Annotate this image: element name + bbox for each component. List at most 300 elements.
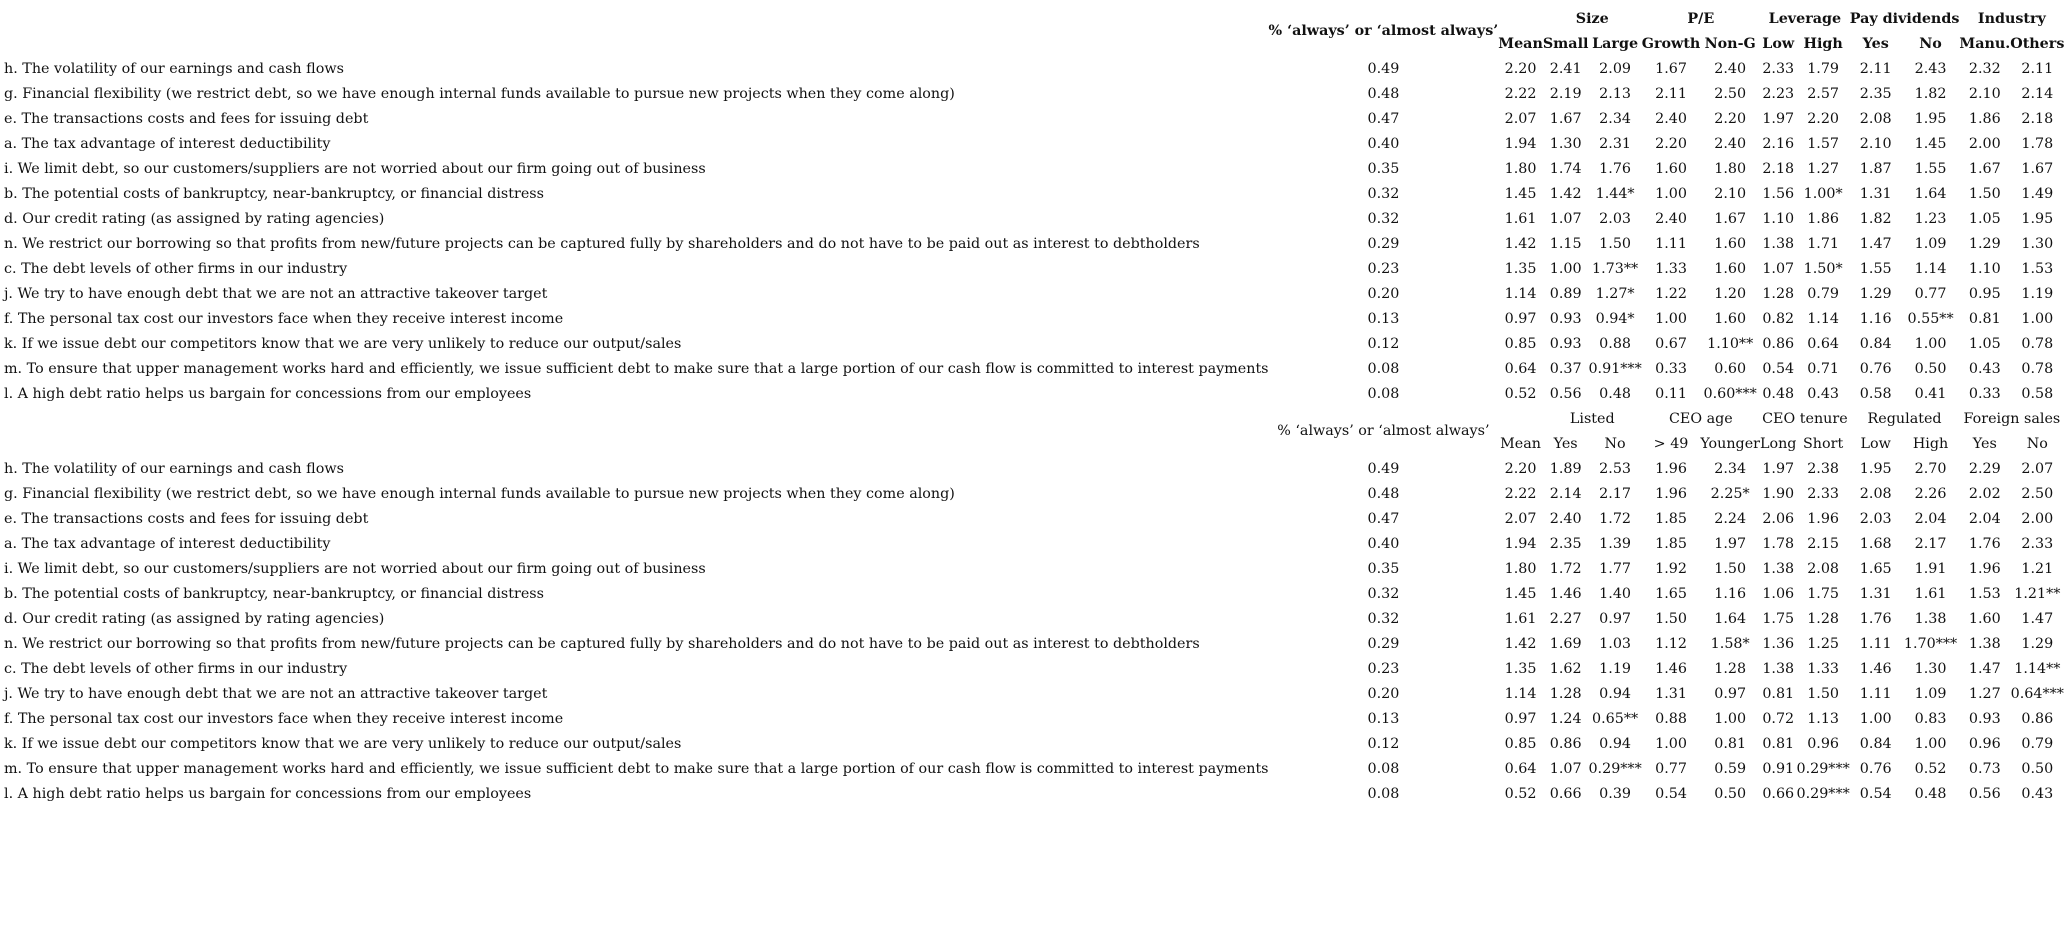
- subgroup-value: 0.84: [1859, 335, 1892, 352]
- subgroup-value: 0.88: [1599, 335, 1632, 352]
- row-label: g. Financial flexibility (we restrict debt, so we have enough internal funds available to pursue new projects when they come along): [4, 85, 955, 102]
- subgroup-value: 1.60: [1968, 610, 2001, 627]
- subgroup-value: 1.03: [1599, 635, 1632, 652]
- subgroup-value: 1.30: [2021, 235, 2054, 252]
- subgroup-value: 0.60***: [1703, 385, 1757, 402]
- subgroup-value: 1.97: [1762, 460, 1795, 477]
- subgroup-value: 1.27: [1968, 685, 2001, 702]
- subgroup-value: 2.04: [1968, 510, 2001, 527]
- mean-value: 0.52: [1504, 785, 1537, 802]
- subgroup-value: 2.03: [1859, 510, 1892, 527]
- pct-value: 0.48: [1367, 485, 1400, 502]
- group-header: Industry: [1977, 10, 2046, 27]
- subgroup-value: 1.64: [1914, 185, 1947, 202]
- subgroup-value: 1.28: [1714, 660, 1747, 677]
- subgroup-value: 2.08: [1859, 110, 1892, 127]
- subgroup-value: 1.12: [1655, 635, 1687, 652]
- mean-value: 1.14: [1504, 685, 1537, 702]
- row-label: b. The potential costs of bankruptcy, near-bankruptcy, or financial distress: [4, 585, 544, 602]
- subgroup-value: 2.00: [2021, 510, 2054, 527]
- subgroup-value: 0.93: [1549, 335, 1582, 352]
- subgroup-value: 0.79: [1807, 285, 1840, 302]
- table-row: [0, 681, 2064, 706]
- subgroup-value: 1.30: [1914, 660, 1947, 677]
- subgroup-value: 0.81: [1968, 310, 2001, 327]
- row-label: l. A high debt ratio helps us bargain for concessions from our employees: [4, 385, 532, 402]
- table-row: [0, 206, 2064, 231]
- subgroup-value: 0.82: [1762, 310, 1795, 327]
- group-header: Regulated: [1867, 410, 1942, 427]
- subgroup-value: 1.60: [1714, 260, 1747, 277]
- row-label: c. The debt levels of other firms in our industry: [4, 260, 348, 277]
- subgroup-value: 1.00: [2021, 310, 2054, 327]
- mean-value: 0.64: [1504, 760, 1537, 777]
- subgroup-header: Low: [1762, 35, 1795, 52]
- subgroup-value: 2.15: [1807, 535, 1840, 552]
- mean-value: 2.22: [1504, 485, 1537, 502]
- pct-value: 0.40: [1367, 535, 1400, 552]
- subgroup-value: 1.72: [1599, 510, 1632, 527]
- row-label: h. The volatility of our earnings and cash flows: [4, 460, 344, 477]
- subgroup-value: 0.29***: [1796, 785, 1850, 802]
- subgroup-header: Others: [2010, 35, 2064, 52]
- subgroup-value: 0.81: [1762, 735, 1795, 752]
- subgroup-value: 0.93: [1968, 710, 2001, 727]
- subgroup-value: 0.48: [1914, 785, 1947, 802]
- pct-value: 0.08: [1367, 785, 1400, 802]
- row-label: g. Financial flexibility (we restrict debt, so we have enough internal funds available to pursue new projects when they come along): [4, 485, 955, 502]
- subgroup-value: 1.85: [1655, 510, 1687, 527]
- table-row: [0, 531, 2064, 556]
- subgroup-value: 1.19: [2021, 285, 2054, 302]
- subgroup-value: 0.83: [1914, 710, 1947, 727]
- subgroup-value: 1.22: [1655, 285, 1687, 302]
- subgroup-value: 1.49: [2021, 185, 2054, 202]
- row-label: j. We try to have enough debt that we are not an attractive takeover target: [4, 685, 548, 702]
- subgroup-value: 1.50: [1599, 235, 1632, 252]
- pct-value: 0.47: [1367, 110, 1400, 127]
- subgroup-value: 0.76: [1859, 360, 1892, 377]
- pct-value: 0.13: [1367, 310, 1400, 327]
- subgroup-value: 2.17: [1914, 535, 1947, 552]
- mean-value: 1.42: [1504, 235, 1537, 252]
- subgroup-value: 2.10: [1968, 85, 2001, 102]
- subgroup-value: 2.11: [1655, 85, 1687, 102]
- subgroup-value: 2.53: [1599, 460, 1632, 477]
- subgroup-value: 1.15: [1549, 235, 1582, 252]
- subgroup-value: 1.57: [1807, 135, 1840, 152]
- subgroup-header: Younger: [1700, 435, 1760, 452]
- subgroup-value: 1.21: [2021, 560, 2054, 577]
- subgroup-value: 1.19: [1599, 660, 1632, 677]
- subgroup-value: 1.09: [1914, 685, 1947, 702]
- pct-column-header: % ‘always’ or ‘almost always’: [1268, 23, 1499, 39]
- subgroup-value: 1.23: [1914, 210, 1947, 227]
- mean-value: 0.52: [1504, 385, 1537, 402]
- subgroup-value: 2.33: [2021, 535, 2054, 552]
- subgroup-value: 1.70***: [1903, 635, 1958, 652]
- subgroup-value: 1.36: [1762, 635, 1795, 652]
- subgroup-value: 1.46: [1859, 660, 1892, 677]
- subgroup-value: 2.40: [1655, 110, 1687, 127]
- subgroup-value: 1.20: [1714, 285, 1747, 302]
- subgroup-value: 1.00: [1914, 335, 1947, 352]
- subgroup-value: 1.05: [1968, 210, 2001, 227]
- subgroup-value: 2.35: [1549, 535, 1582, 552]
- pct-value: 0.29: [1367, 635, 1400, 652]
- subgroup-value: 1.38: [1762, 660, 1795, 677]
- subgroup-value: 2.43: [1914, 60, 1947, 77]
- row-label: i. We limit debt, so our customers/suppliers are not worried about our firm going out of business: [4, 160, 706, 177]
- group-header: CEO age: [1668, 410, 1733, 427]
- subgroup-value: 1.53: [2021, 260, 2054, 277]
- subgroup-value: 1.50*: [1803, 260, 1843, 277]
- table-row: [0, 756, 2064, 781]
- subgroup-value: 2.10: [1859, 135, 1892, 152]
- mean-value: 1.61: [1504, 610, 1537, 627]
- table-row: [0, 706, 2064, 731]
- subgroup-value: 0.65**: [1592, 710, 1639, 727]
- subgroup-value: 1.27: [1807, 160, 1840, 177]
- subgroup-value: 1.78: [1762, 535, 1795, 552]
- subgroup-value: 0.58: [2021, 385, 2054, 402]
- table-row: [0, 556, 2064, 581]
- panel-2-subgroup-header-row: [0, 431, 2064, 456]
- mean-value: 0.85: [1504, 335, 1537, 352]
- panel-2-group-header-row: [0, 406, 2064, 431]
- subgroup-value: 0.64: [1807, 335, 1840, 352]
- subgroup-value: 0.94*: [1595, 310, 1635, 327]
- subgroup-value: 0.86: [1762, 335, 1795, 352]
- subgroup-header: Non-G: [1704, 35, 1756, 52]
- table-row: [0, 581, 2064, 606]
- subgroup-value: 2.40: [1714, 135, 1747, 152]
- subgroup-value: 0.94: [1599, 685, 1632, 702]
- subgroup-value: 0.78: [2021, 360, 2054, 377]
- mean-value: 1.35: [1504, 660, 1537, 677]
- subgroup-value: 1.71: [1807, 235, 1840, 252]
- subgroup-header: Small: [1542, 35, 1589, 52]
- header-blank: [0, 31, 1269, 56]
- pct-value: 0.49: [1367, 460, 1400, 477]
- table-row: [0, 106, 2064, 131]
- subgroup-value: 1.69: [1549, 635, 1582, 652]
- subgroup-value: 0.54: [1655, 785, 1687, 802]
- subgroup-value: 0.81: [1714, 735, 1747, 752]
- subgroup-value: 0.91***: [1588, 360, 1642, 377]
- subgroup-value: 2.03: [1599, 210, 1632, 227]
- subgroup-value: 1.67: [1714, 210, 1747, 227]
- subgroup-value: 0.71: [1807, 360, 1840, 377]
- subgroup-value: 2.70: [1914, 460, 1947, 477]
- header-blank: [0, 6, 1269, 31]
- table-row: [0, 331, 2064, 356]
- row-label: k. If we issue debt our competitors know that we are very unlikely to reduce our output/sales: [4, 335, 682, 352]
- group-header: Size: [1575, 10, 1609, 27]
- subgroup-value: 2.20: [1655, 135, 1687, 152]
- subgroup-value: 1.65: [1655, 585, 1687, 602]
- subgroup-value: 1.47: [1968, 660, 2001, 677]
- table-body: [0, 6, 2064, 806]
- table-row: [0, 231, 2064, 256]
- subgroup-value: 2.23: [1762, 85, 1795, 102]
- table-row: [0, 356, 2064, 381]
- subgroup-value: 0.67: [1655, 335, 1687, 352]
- subgroup-header: No: [2026, 435, 2048, 452]
- subgroup-value: 1.40: [1599, 585, 1632, 602]
- mean-value: 2.20: [1504, 460, 1537, 477]
- subgroup-header: High: [1803, 35, 1843, 52]
- subgroup-value: 0.91: [1762, 760, 1795, 777]
- subgroup-value: 1.33: [1655, 260, 1687, 277]
- pct-value: 0.40: [1367, 135, 1400, 152]
- subgroup-value: 2.06: [1762, 510, 1795, 527]
- group-header: P/E: [1687, 10, 1715, 27]
- subgroup-value: 1.27*: [1595, 285, 1635, 302]
- subgroup-value: 0.77: [1655, 760, 1687, 777]
- pct-value: 0.48: [1367, 85, 1400, 102]
- subgroup-value: 1.42: [1549, 185, 1582, 202]
- subgroup-value: 2.29: [1968, 460, 2001, 477]
- pct-value: 0.23: [1367, 660, 1400, 677]
- mean-value: 1.45: [1504, 585, 1537, 602]
- subgroup-value: 2.14: [1549, 485, 1582, 502]
- mean-value: 1.14: [1504, 285, 1537, 302]
- subgroup-value: 2.20: [1807, 110, 1840, 127]
- subgroup-value: 0.66: [1762, 785, 1795, 802]
- subgroup-value: 2.11: [1859, 60, 1892, 77]
- subgroup-value: 1.92: [1655, 560, 1687, 577]
- subgroup-value: 2.10: [1714, 185, 1747, 202]
- subgroup-value: 0.60: [1714, 360, 1747, 377]
- subgroup-value: 1.10**: [1707, 335, 1754, 352]
- subgroup-header: Manu.: [1959, 35, 2011, 52]
- subgroup-value: 2.13: [1599, 85, 1632, 102]
- subgroup-value: 1.10: [1968, 260, 2001, 277]
- subgroup-value: 0.96: [1968, 735, 2001, 752]
- pct-value: 0.47: [1367, 510, 1400, 527]
- subgroup-value: 1.60: [1714, 235, 1747, 252]
- table-row: [0, 506, 2064, 531]
- subgroup-value: 1.95: [1914, 110, 1947, 127]
- mean-value: 1.42: [1504, 635, 1537, 652]
- subgroup-value: 1.50: [1807, 685, 1840, 702]
- row-label: b. The potential costs of bankruptcy, near-bankruptcy, or financial distress: [4, 185, 544, 202]
- subgroup-value: 1.44*: [1595, 185, 1635, 202]
- pct-value: 0.32: [1367, 585, 1400, 602]
- subgroup-value: 1.68: [1859, 535, 1892, 552]
- subgroup-value: 1.53: [1968, 585, 2001, 602]
- subgroup-value: 1.07: [1549, 210, 1582, 227]
- mean-value: 2.07: [1504, 110, 1537, 127]
- subgroup-value: 2.18: [2021, 110, 2054, 127]
- subgroup-value: 1.50: [1655, 610, 1687, 627]
- pct-value: 0.20: [1367, 685, 1400, 702]
- subgroup-value: 1.39: [1599, 535, 1632, 552]
- subgroup-value: 0.97: [1599, 610, 1632, 627]
- group-header: Listed: [1569, 410, 1615, 427]
- subgroup-header: Yes: [1862, 35, 1889, 52]
- subgroup-value: 2.57: [1807, 85, 1840, 102]
- subgroup-value: 2.32: [1968, 60, 2001, 77]
- mean-value: 0.64: [1504, 360, 1537, 377]
- row-label: n. We restrict our borrowing so that profits from new/future projects can be captured fully by shareholders and do not have to be paid out as interest to debtholders: [4, 235, 1200, 252]
- table-row: [0, 306, 2064, 331]
- pct-column-header: % ‘always’ or ‘almost always’: [1277, 423, 1490, 439]
- subgroup-value: 1.65: [1859, 560, 1892, 577]
- subgroup-value: 2.00: [1968, 135, 2001, 152]
- subgroup-value: 1.11: [1655, 235, 1687, 252]
- subgroup-value: 1.74: [1549, 160, 1582, 177]
- subgroup-value: 1.00: [1914, 735, 1947, 752]
- mean-value: 2.07: [1504, 510, 1537, 527]
- subgroup-value: 0.50: [2021, 760, 2054, 777]
- subgroup-value: 1.95: [1859, 460, 1892, 477]
- subgroup-value: 1.75: [1762, 610, 1795, 627]
- subgroup-value: 2.24: [1714, 510, 1747, 527]
- subgroup-value: 2.18: [1762, 160, 1795, 177]
- mean-column-header: Mean: [1500, 435, 1541, 452]
- subgroup-value: 1.79: [1807, 60, 1840, 77]
- subgroup-value: 1.16: [1859, 310, 1892, 327]
- subgroup-value: 2.14: [2021, 85, 2054, 102]
- subgroup-value: 0.88: [1655, 710, 1687, 727]
- subgroup-value: 0.78: [2021, 335, 2054, 352]
- subgroup-value: 0.81: [1762, 685, 1795, 702]
- subgroup-value: 0.54: [1762, 360, 1795, 377]
- subgroup-value: 2.08: [1807, 560, 1840, 577]
- subgroup-value: 1.76: [1968, 535, 2001, 552]
- mean-value: 1.35: [1504, 260, 1537, 277]
- subgroup-value: 0.86: [2021, 710, 2054, 727]
- subgroup-value: 0.52: [1914, 760, 1947, 777]
- row-label: l. A high debt ratio helps us bargain for concessions from our employees: [4, 785, 532, 802]
- subgroup-value: 0.48: [1599, 385, 1632, 402]
- subgroup-value: 1.11: [1859, 685, 1892, 702]
- subgroup-value: 1.97: [1714, 535, 1747, 552]
- subgroup-header: High: [1912, 435, 1949, 452]
- subgroup-value: 1.62: [1549, 660, 1582, 677]
- subgroup-value: 2.07: [2021, 460, 2054, 477]
- subgroup-value: 0.96: [1807, 735, 1840, 752]
- subgroup-value: 1.58*: [1710, 635, 1750, 652]
- subgroup-value: 1.33: [1807, 660, 1840, 677]
- table-row: [0, 131, 2064, 156]
- row-label: a. The tax advantage of interest deductibility: [4, 135, 331, 152]
- subgroup-value: 0.73: [1968, 760, 2001, 777]
- subgroup-value: 0.33: [1968, 385, 2001, 402]
- subgroup-value: 1.28: [1762, 285, 1795, 302]
- row-label: n. We restrict our borrowing so that profits from new/future projects can be captured fully by shareholders and do not have to be paid out as interest to debtholders: [4, 635, 1200, 652]
- subgroup-value: 0.54: [1859, 785, 1892, 802]
- subgroup-header: Growth: [1641, 35, 1701, 52]
- pct-value: 0.35: [1367, 560, 1400, 577]
- subgroup-value: 2.34: [1714, 460, 1747, 477]
- subgroup-value: 1.64: [1714, 610, 1747, 627]
- subgroup-value: 0.93: [1549, 310, 1582, 327]
- pct-value: 0.49: [1367, 60, 1400, 77]
- panel-1-subgroup-header-row: [0, 31, 2064, 56]
- subgroup-value: 1.47: [1859, 235, 1892, 252]
- subgroup-value: 1.96: [1968, 560, 2001, 577]
- group-header: CEO tenure: [1762, 410, 1848, 427]
- subgroup-value: 2.35: [1859, 85, 1892, 102]
- mean-value: 1.80: [1504, 560, 1537, 577]
- subgroup-value: 1.06: [1762, 585, 1795, 602]
- mean-value: 2.20: [1504, 60, 1537, 77]
- table-row: [0, 631, 2064, 656]
- subgroup-value: 0.94: [1599, 735, 1632, 752]
- mean-value: 1.45: [1504, 185, 1537, 202]
- subgroup-value: 1.29: [2021, 635, 2054, 652]
- panel-1-group-header-row: [0, 6, 2064, 31]
- subgroup-value: 1.30: [1549, 135, 1582, 152]
- subgroup-value: 1.50: [1968, 185, 2001, 202]
- subgroup-value: 1.25: [1807, 635, 1840, 652]
- subgroup-value: 1.96: [1655, 485, 1687, 502]
- subgroup-value: 1.67: [2021, 160, 2054, 177]
- subgroup-value: 1.00*: [1803, 185, 1843, 202]
- subgroup-value: 0.55**: [1907, 310, 1954, 327]
- subgroup-value: 1.00: [1655, 185, 1687, 202]
- subgroup-value: 1.73**: [1592, 260, 1639, 277]
- subgroup-value: 0.43: [1968, 360, 2001, 377]
- subgroup-value: 0.97: [1714, 685, 1747, 702]
- subgroup-value: 1.67: [1549, 110, 1582, 127]
- pct-value: 0.32: [1367, 210, 1400, 227]
- subgroup-value: 2.40: [1549, 510, 1582, 527]
- table-row: [0, 456, 2064, 481]
- subgroup-value: 1.87: [1859, 160, 1892, 177]
- subgroup-value: 2.33: [1807, 485, 1840, 502]
- subgroup-value: 1.77: [1599, 560, 1632, 577]
- subgroup-value: 0.29***: [1588, 760, 1642, 777]
- mean-value: 0.97: [1504, 310, 1537, 327]
- subgroup-value: 1.46: [1549, 585, 1582, 602]
- row-label: f. The personal tax cost our investors face when they receive interest income: [4, 710, 564, 727]
- subgroup-value: 0.66: [1549, 785, 1582, 802]
- mean-value: 0.85: [1504, 735, 1537, 752]
- subgroup-value: 0.64***: [2010, 685, 2064, 702]
- subgroup-value: 1.31: [1655, 685, 1687, 702]
- subgroup-value: 2.40: [1714, 60, 1747, 77]
- table-row: [0, 381, 2064, 406]
- subgroup-value: 1.29: [1859, 285, 1892, 302]
- subgroup-value: 0.39: [1599, 785, 1632, 802]
- subgroup-value: 1.56: [1762, 185, 1795, 202]
- table-row: [0, 181, 2064, 206]
- subgroup-value: 0.72: [1762, 710, 1795, 727]
- subgroup-value: 2.34: [1599, 110, 1632, 127]
- subgroup-value: 1.61: [1914, 585, 1947, 602]
- subgroup-value: 2.20: [1714, 110, 1747, 127]
- subgroup-value: 2.04: [1914, 510, 1947, 527]
- subgroup-value: 0.76: [1859, 760, 1892, 777]
- row-label: j. We try to have enough debt that we are not an attractive takeover target: [4, 285, 548, 302]
- subgroup-header: Low: [1860, 435, 1891, 452]
- subgroup-value: 1.76: [1599, 160, 1632, 177]
- group-header: Pay dividends: [1849, 10, 1960, 27]
- subgroup-value: 1.67: [1655, 60, 1687, 77]
- subgroup-value: 1.47: [2021, 610, 2054, 627]
- subgroup-value: 1.14: [1807, 310, 1840, 327]
- row-label: a. The tax advantage of interest deductibility: [4, 535, 331, 552]
- mean-value: 1.94: [1504, 535, 1537, 552]
- subgroup-value: 1.09: [1914, 235, 1947, 252]
- subgroup-header: No: [1604, 435, 1626, 452]
- subgroup-value: 1.91: [1914, 560, 1947, 577]
- subgroup-value: 1.00: [1549, 260, 1582, 277]
